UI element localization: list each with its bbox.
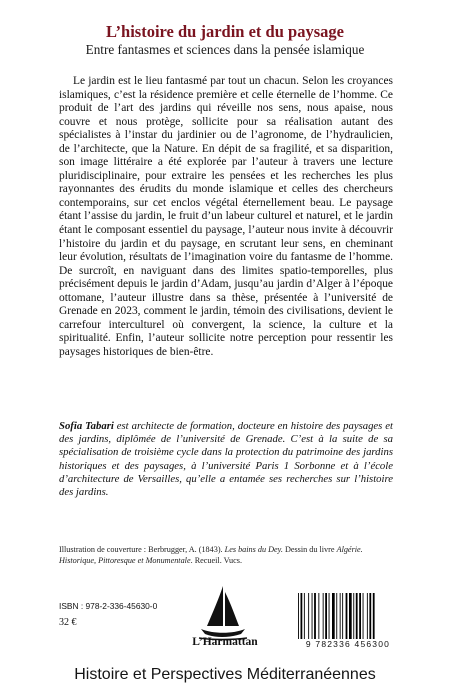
credit-work: Les bains du Dey. xyxy=(224,545,283,554)
author-name: Sofia Tabari xyxy=(59,420,114,432)
publisher-name: L’Harmattan xyxy=(192,636,258,648)
credit-book: Algérie. Historique, Pittoresque et Monumentale xyxy=(59,545,363,565)
book-title: L’histoire du jardin et du paysage xyxy=(106,22,344,41)
credit-prefix: Illustration de couverture : Berbrugger, A. (1843). xyxy=(59,545,225,554)
back-cover-summary: Le jardin est le lieu fantasmé par tout un chacun. Selon les croyances islamiques, c’est la résidence première et celle éternelle de l’homme. Ce produit de l’art des jardins qui réveille nos sens, nous apaise, nous couvre et nous protège, sollicite pour sa réalisation autant des spécialistes à l’instar du jardinier ou de l’agronome, de l’hydraulicien, de l’architecte, que la Nature. En dépit de sa fragilité, et sa disparition, son image littéraire a été explorée par l’auteur à travers une lecture pluridisciplinaire, pour extraire les pensées et les recherches les plus rayonnantes des érudits du monde islamique et celles des chercheurs contemporains, sur cet enclos végétal éternellement beau. Le paysage étant l’assise du jardin, le fruit d’un labeur culturel et naturel, et le jardin étant le composant essentiel du paysage, l’auteur nous invite à découvrir l’histoire du jardin et du paysage, en scrutant leur sens, en cheminant leur évolution, résultats de l’imagination voire du fantasme de l’homme. De surcroît, en naviguant dans des limites spatio-temporelles, plus précisément depuis le jardin d’Adam, jusqu’au jardin d’Alger à l’époque ottomane, l’auteur illustre dans sa thèse, présentée à l’université de Grenade en 2023, comment le jardin, témoin des civilisations, devient le carrefour interculturel où convergent, la science, la culture et la spiritualité. Enfin, l’auteur sollicite notre perception pour ressentir les paysages historiques de bien-être. xyxy=(59,75,393,358)
barcode-number: 9 782336 456300 xyxy=(305,639,391,649)
credit-suffix: . Recueil. Vucs. xyxy=(190,556,243,565)
cover-illustration-credit xyxy=(59,544,401,566)
collection-name: Histoire et Perspectives Méditerranéennes xyxy=(74,666,376,683)
author-bio xyxy=(59,420,393,499)
barcode-icon xyxy=(295,593,403,639)
isbn: ISBN : 978-2-336-45630-0 xyxy=(59,601,158,611)
publisher-sailboat-logo xyxy=(193,582,253,642)
price: 32 € xyxy=(59,617,77,628)
author-bio-text: est architecte de formation, docteure en histoire des paysages et des jardins, diplômée de l’université de Grenade. C’est à la suite de sa spécialisation de troisième cycle dans la protection du patrimoine des jardins historiques et des paysages, à l’université Paris 1 Sorbonne et à l’école d’architecture de Versailles, qu’elle a entamée ses recherches sur l’histoire des jardins. xyxy=(59,420,393,499)
credit-middle: Dessin du livre xyxy=(282,545,337,554)
book-subtitle: Entre fantasmes et sciences dans la pensée islamique xyxy=(85,42,365,57)
